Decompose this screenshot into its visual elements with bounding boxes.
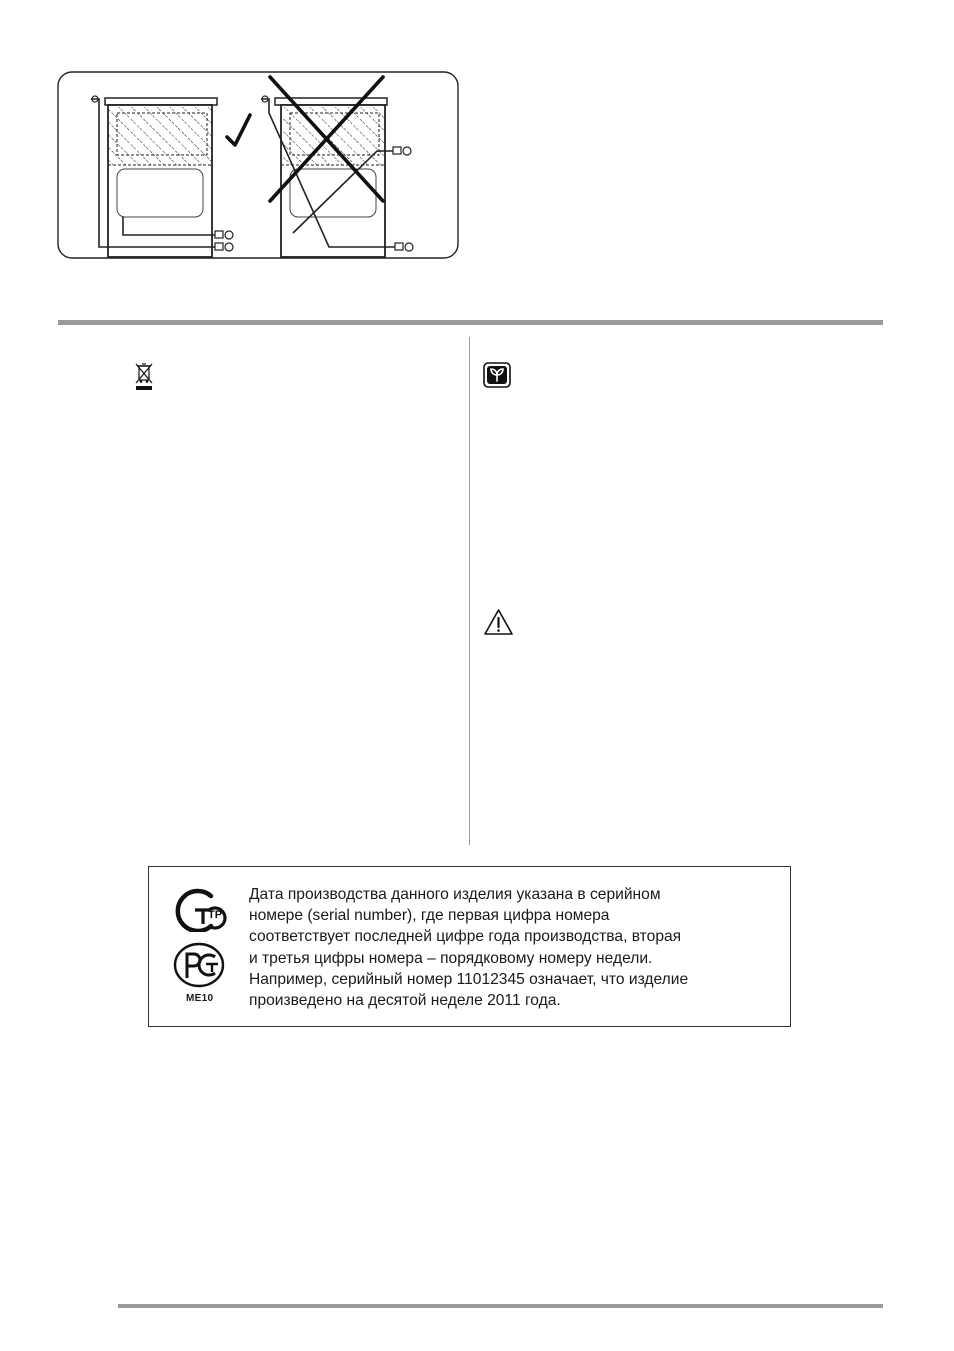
notice-line: Дата производства данного изделия указана в серийном: [249, 886, 661, 903]
svg-text:TP: TP: [208, 909, 223, 921]
warning-triangle-icon: [483, 608, 514, 636]
footer-rule: [118, 1304, 883, 1308]
eac-tr-mark-icon: [173, 888, 235, 932]
manufacture-date-notice: [249, 884, 779, 1011]
notice-line: соответствует последней цифре года производства, вторая: [249, 928, 682, 946]
crossed-out-bin-icon: [134, 362, 154, 392]
checkmark-icon: [227, 115, 250, 145]
incorrect-installation: [261, 96, 413, 257]
notice-line: номере (serial number), где первая цифра номера: [249, 907, 610, 925]
column-divider: [469, 337, 470, 845]
correct-installation: [91, 96, 233, 257]
notice-line: и третья цифры номера – порядковому номеру недели.: [249, 949, 653, 967]
notice-line: Например, серийный номер 11012345 означает, что изделие: [249, 970, 689, 988]
gost-r-mark-icon: [173, 942, 225, 988]
environment-leaf-icon: [483, 362, 511, 388]
section-divider-top: [58, 320, 883, 325]
certificate-code: ME10: [186, 993, 214, 1004]
notice-line: произведено на десятой неделе 2011 года.: [249, 992, 561, 1010]
installation-diagram: [57, 71, 459, 259]
